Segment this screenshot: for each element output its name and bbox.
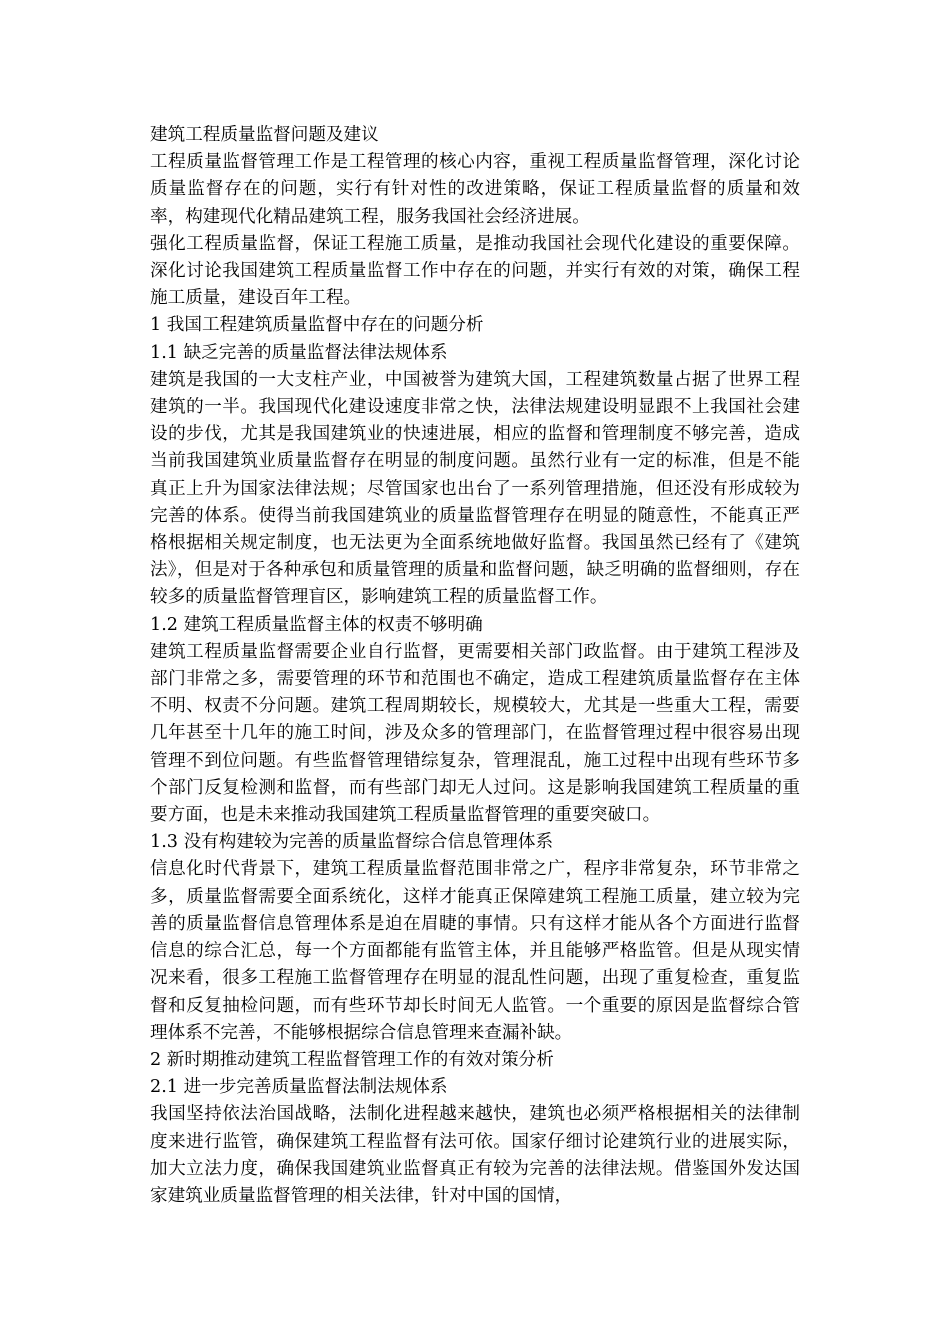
section-1-1-heading: 1.1 缺乏完善的质量监督法律法规体系 (150, 342, 448, 363)
section-2-1-body: 我国坚持依法治国战略，法制化进程越来越快，建筑也必须严格根据相关的法律制度来进行监管，确保建筑工程监督有法可依。国家仔细讨论建筑行业的进展实际，加大立法力度，确保我国建筑业监督真正有较为完善的法律法规。借鉴国外发达国家建筑业质量监督管理的相关法律，针对中国的国情， (150, 1104, 800, 1206)
section-1-1-body: 建筑是我国的一大支柱产业，中国被誉为建筑大国，工程建筑数量占据了世界工程建筑的一半。我国现代化建设速度非常之快，法律法规建设明显跟不上我国社会建设的步伐，尤其是我国建筑业的快速进展，相应的监督和管理制度不够完善，造成当前我国建筑业质量监督存在明显的制度问题。虽然行业有一定的标准，但是不能真正上升为国家法律法规；尽管国家也出台了一系列管理措施，但还没有形成较为完善的体系。使得当前我国建筑业的质量监督管理存在明显的随意性，不能真正严格根据相关规定制度，也无法更为全面系统地做好监督。我国虽然已经有了《建筑法》，但是对于各种承包和质量管理的质量和监督问题，缺乏明确的监督细则，存在较多的质量监督管理盲区，影响建筑工程的质量监督工作。 (150, 369, 800, 608)
abstract-paragraph: 工程质量监督管理工作是工程管理的核心内容，重视工程质量监督管理，深化讨论质量监督存在的问题，实行有针对性的改进策略，保证工程质量监督的质量和效率，构建现代化精品建筑工程，服务我国社会经济进展。 (150, 152, 800, 227)
section-1-3-heading: 1.3 没有构建较为完善的质量监督综合信息管理体系 (150, 832, 554, 853)
section-1-3-body: 信息化时代背景下，建筑工程质量监督范围非常之广，程序非常复杂，环节非常之多，质量监督需要全面系统化，这样才能真正保障建筑工程施工质量，建立较为完善的质量监督信息管理体系是迫在眉睫的事情。只有这样才能从各个方面进行监督信息的综合汇总，每一个方面都能有监管主体，并且能够严格监管。但是从现实情况来看，很多工程施工监督管理存在明显的混乱性问题，出现了重复检查，重复监督和反复抽检问题，而有些环节却长时间无人监管。一个重要的原因是监督综合管理体系不完善，不能够根据综合信息管理来查漏补缺。 (150, 859, 800, 1043)
intro-paragraph: 强化工程质量监督，保证工程施工质量，是推动我国社会现代化建设的重要保障。深化讨论我国建筑工程质量监督工作中存在的问题，并实行有效的对策，确保工程施工质量，建设百年工程。 (150, 233, 800, 309)
section-2-heading: 2 新时期推动建筑工程监督管理工作的有效对策分析 (150, 1049, 554, 1070)
document-title: 建筑工程质量监督问题及建议 (150, 125, 379, 145)
section-2-1-heading: 2.1 进一步完善质量监督法制法规体系 (150, 1077, 448, 1098)
section-1-2-heading: 1.2 建筑工程质量监督主体的权责不够明确 (150, 614, 483, 635)
section-1-2-body: 建筑工程质量监督需要企业自行监督，更需要相关部门政监督。由于建筑工程涉及部门非常之多，需要管理的环节和范围也不确定，造成工程建筑质量监督存在主体不明、权责不分问题。建筑工程周期较长，规模较大，尤其是一些重大工程，需要几年甚至十几年的施工时间，涉及众多的管理部门，在监督管理过程中很容易出现管理不到位问题。有些监督管理错综复杂，管理混乱，施工过程中出现有些环节多个部门反复检测和监督，而有些部门却无人过问。这是影响我国建筑工程质量的重要方面，也是未来推动我国建筑工程质量监督管理的重要突破口。 (150, 641, 800, 826)
section-1-heading: 1 我国工程建筑质量监督中存在的问题分析 (150, 315, 484, 336)
document-page (150, 122, 800, 1210)
